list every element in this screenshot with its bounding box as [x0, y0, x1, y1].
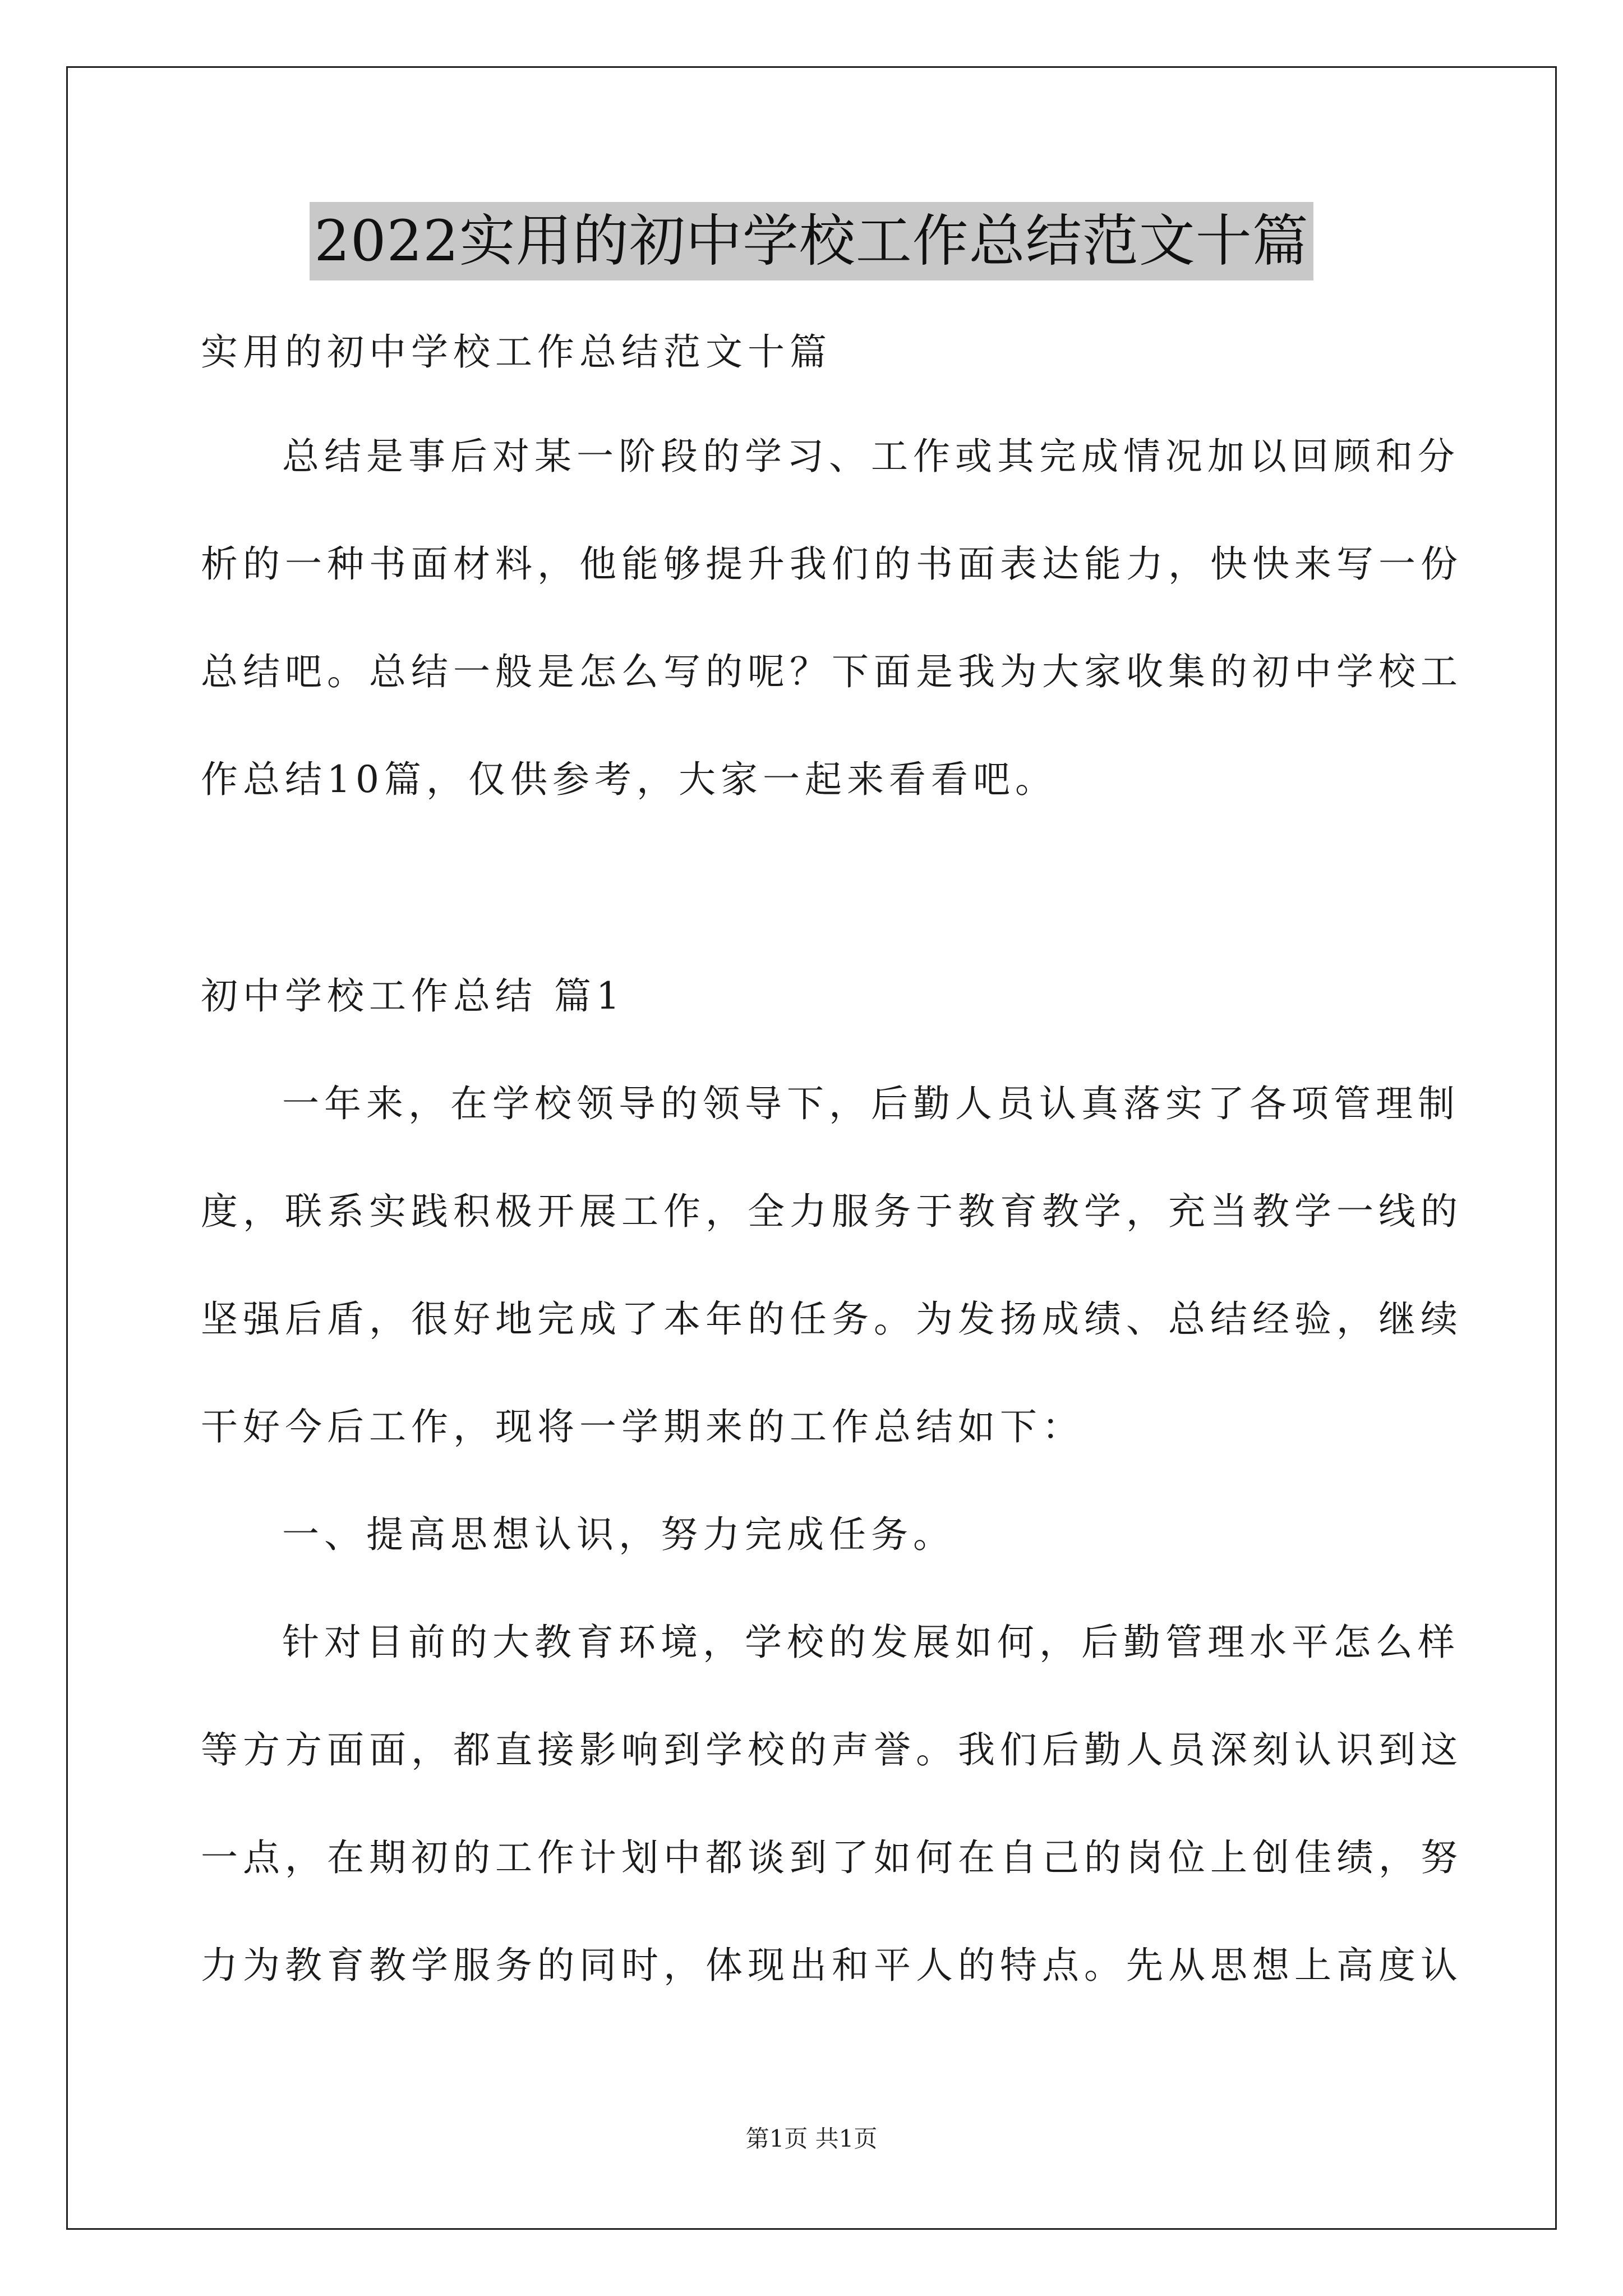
section-paragraph-line: 度，联系实践积极开展工作，全力服务于教育教学，充当教学一线的: [201, 1190, 1463, 1233]
intro-line: 总结是事后对某一阶段的学习、工作或其完成情况加以回顾和分: [282, 435, 1460, 478]
section-heading: 初中学校工作总结 篇1: [201, 974, 625, 1018]
section-paragraph-line: 等方方面面，都直接影响到学校的声誉。我们后勤人员深刻认识到这: [201, 1728, 1463, 1772]
intro-line: 作总结10篇，仅供参考，大家一起来看看吧。: [201, 758, 1057, 801]
document-body: [201, 303, 1463, 1993]
page-footer: 第1页 共1页: [745, 2125, 878, 2152]
document-title: 2022实用的初中学校工作总结范文十篇: [310, 202, 1313, 280]
section-paragraph-line: 力为教育教学服务的同时，体现出和平人的特点。先从思想上高度认: [201, 1944, 1463, 1987]
intro-line: 总结吧。总结一般是怎么写的呢？下面是我为大家收集的初中学校工: [201, 650, 1463, 693]
section-item-heading: 一、提高思想认识，努力完成任务。: [282, 1513, 955, 1556]
section-paragraph-line: 一点，在期初的工作计划中都谈到了如何在自己的岗位上创佳绩，努: [201, 1836, 1463, 1879]
intro-line: 析的一种书面材料，他能够提升我们的书面表达能力，快快来写一份: [201, 542, 1463, 586]
document-subtitle: 实用的初中学校工作总结范文十篇: [201, 330, 832, 374]
title-container: [0, 202, 1623, 280]
section-paragraph-line: 坚强后盾，很好地完成了本年的任务。为发扬成绩、总结经验，继续: [201, 1297, 1463, 1341]
section-paragraph-line: 一年来，在学校领导的领导下，后勤人员认真落实了各项管理制: [282, 1082, 1460, 1125]
section-paragraph-line: 针对目前的大教育环境，学校的发展如何，后勤管理水平怎么样: [282, 1621, 1460, 1664]
section-paragraph-line: 干好今后工作，现将一学期来的工作总结如下：: [201, 1405, 1084, 1448]
